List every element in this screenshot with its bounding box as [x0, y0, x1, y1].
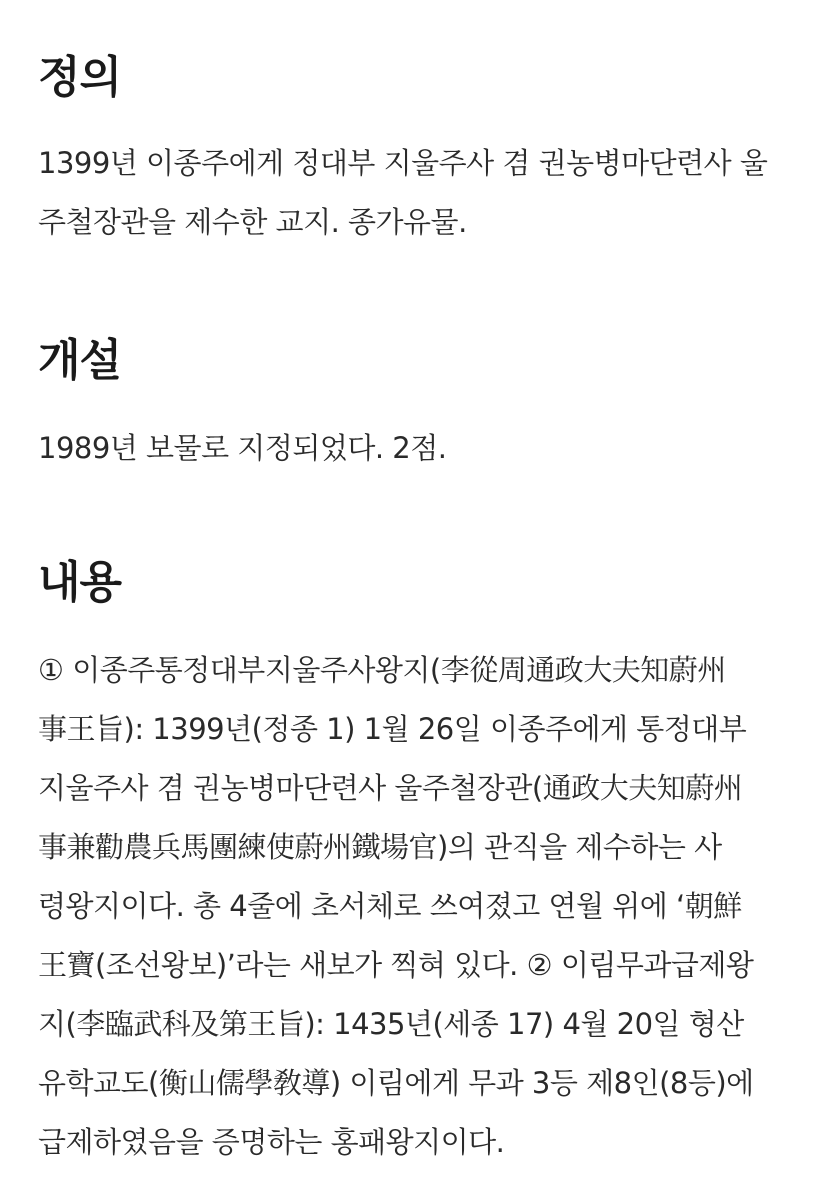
text-line: 급제하였음을 증명하는 홍패왕지이다.	[38, 1125, 505, 1159]
text-line: 1989년 보물로 지정되었다. 2점.	[38, 431, 447, 465]
content-section	[38, 555, 800, 1172]
text-line: 지울주사 겸 권농병마단련사 울주철장관(通政大夫知蔚州	[38, 771, 743, 805]
definition-text	[38, 134, 800, 252]
overview-heading: 개설	[38, 335, 122, 386]
text-line: 王寶(조선왕보)’라는 새보가 찍혀 있다. ② 이림무과급제왕	[38, 948, 754, 982]
text-line: 주철장관을 제수한 교지. 종가유물.	[38, 205, 467, 239]
text-line: 1399년 이종주에게 정대부 지울주사 겸 권농병마단련사 울	[38, 146, 768, 180]
definition-heading: 정의	[38, 52, 122, 103]
text-line: 유학교도(衡山儒學敎導) 이림에게 무과 3등 제8인(8등)에	[38, 1066, 754, 1100]
overview-section	[38, 333, 800, 478]
text-line: 事兼勸農兵馬團練使蔚州鐵場官)의 관직을 제수하는 사	[38, 830, 722, 864]
overview-text	[38, 419, 800, 478]
text-line: 事王旨): 1399년(정종 1) 1월 26일 이종주에게 통정대부	[38, 712, 747, 746]
definition-section	[38, 50, 800, 252]
content-text	[38, 641, 800, 1172]
content-heading: 내용	[38, 557, 122, 608]
text-line: 지(李臨武科及第王旨): 1435년(세종 17) 4월 20일 형산	[38, 1007, 744, 1041]
text-line: ① 이종주통정대부지울주사왕지(李從周通政大夫知蔚州	[38, 653, 726, 687]
text-line: 령왕지이다. 총 4줄에 초서체로 쓰여졌고 연월 위에 ‘朝鮮	[38, 889, 742, 923]
